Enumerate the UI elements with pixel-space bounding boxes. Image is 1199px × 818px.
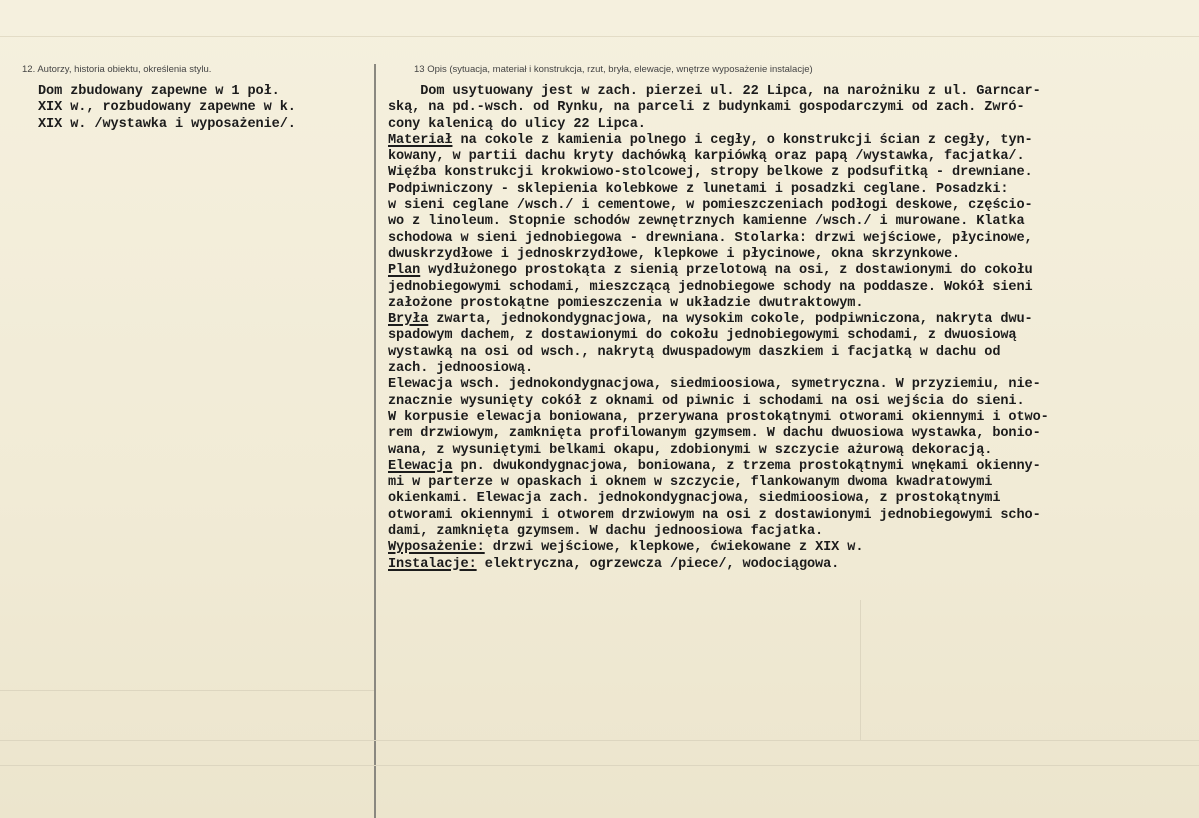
text-line: Dom zbudowany zapewne w 1 poł. [38, 84, 280, 99]
text-line: rem drzwiowym, zamknięta profilowanym gzymsem. W dachu dwuosiowa wystawka, bonio- [388, 426, 1041, 442]
text-line: pn. dwukondygnacjowa, boniowana, z trzema prostokątnymi wnękami okienny- [452, 458, 1041, 474]
heading-instalacje: Instalacje: [388, 556, 477, 572]
heading-bryla: Bryła [388, 312, 429, 328]
section-12-text [38, 84, 296, 133]
text-line: wana, z wysuniętymi belkami okapu, zdobionymi w szczycie ażurową dekoracją. [388, 442, 993, 458]
faint-rule [0, 690, 374, 691]
text-line: XIX w. /wystawka i wyposażenie/. [38, 116, 296, 132]
faint-top-rule [0, 36, 1199, 37]
text-line: wo z linoleum. Stopnie schodów zewnętrznych kamienne /wsch./ i murowane. Klatka [388, 214, 1025, 230]
text-line: kowany, w partii dachu kryty dachówką karpiówką oraz papą /wystawka, facjatka/. [388, 149, 1025, 165]
text-line: okienkami. Elewacja zach. jednokondygnacjowa, siedmioosiowa, z prostokątnymi [388, 491, 1001, 507]
text-line: dami, zamknięta gzymsem. W dachu jednoosiowa facjatka. [388, 524, 824, 540]
text-line: cony kalenicą do ulicy 22 Lipca. [388, 116, 646, 132]
heading-plan: Plan [388, 263, 421, 279]
text-line: jednobiegowymi schodami, mieszczącą jednobiegowe schody na poddasze. Wokół sieni [388, 279, 1033, 295]
text-line: W korpusie elewacja boniowana, przerywana prostokątnymi otworami okiennymi i otwo- [388, 409, 1049, 425]
text-line: otworami okiennymi i otworem drzwiowym na osi z dostawionymi jednobiegowymi scho- [388, 507, 1041, 523]
text-line: spadowym dachem, z dostawionymi do cokołu jednobiegowymi schodami, z dwuosiową [388, 328, 1017, 344]
text-line: XIX w., rozbudowany zapewne w k. [38, 100, 296, 116]
text-line: ską, na pd.-wsch. od Rynku, na parceli z budynkami gospodarczymi od zach. Zwró- [388, 100, 1025, 116]
text-line: wystawką na osi od wsch., nakrytą dwuspadowym daszkiem i facjatką w dachu od [388, 344, 1001, 360]
text-line: na cokole z kamienia polnego i cegły, o konstrukcji ścian z cegły, tyn- [452, 132, 1033, 148]
text-line: Elewacja wsch. jednokondygnacjowa, siedmioosiowa, symetryczna. W przyziemiu, nie- [388, 377, 1041, 393]
heading-elewacja: Elewacja [388, 458, 453, 474]
text-line: dwuskrzydłowe i jednoskrzydłowe, klepkowe i płycinowe, okna skrzynkowe. [388, 246, 961, 262]
heading-material: Materiał [388, 132, 453, 148]
text-line: wydłużonego prostokąta z sienią przelotową na osi, z dostawionymi do cokołu [420, 263, 1033, 279]
text-line: założone prostokątne pomieszczenia w układzie dwutraktowym. [388, 295, 864, 311]
text-line: zach. jednoosiową. [388, 361, 534, 377]
column-divider [374, 64, 376, 818]
text-line: Więźba konstrukcji krokwiowo-stolcowej, stropy belkowe z podsufitką - drewniane. [388, 165, 1033, 181]
text-line: drzwi wejściowe, klepkowe, ćwiekowane z XIX w. [484, 540, 864, 556]
faint-rule [0, 740, 1199, 741]
text-line: Dom usytuowany jest w zach. pierzei ul. 22 Lipca, na narożniku z ul. Garncar- [388, 84, 1041, 99]
section-13-header: 13 Opis (sytuacja, materiał i konstrukcja, rzut, bryła, elewacje, wnętrze wyposażenie instalacje) [414, 64, 813, 75]
text-line: zwarta, jednokondygnacjowa, na wysokim cokole, podpiwniczona, nakryta dwu- [428, 312, 1033, 328]
text-line: elektryczna, ogrzewcza /piece/, wodociągowa. [476, 556, 840, 572]
text-line: znacznie wysunięty cokół z oknami od piwnic i schodami na osi wejścia do sieni. [388, 393, 1025, 409]
heading-wyposazenie: Wyposażenie: [388, 540, 485, 556]
text-line: mi w parterze w opaskach i oknem w szczycie, flankowanym dwoma kwadratowymi [388, 475, 993, 491]
faint-rule [0, 765, 1199, 766]
section-13-text [388, 84, 1049, 573]
section-12-header: 12. Autorzy, historia obiektu, określenia stylu. [22, 64, 212, 75]
text-line: Podpiwniczony - sklepienia kolebkowe z lunetami i posadzki ceglane. Posadzki: [388, 181, 1009, 197]
faint-rule [860, 600, 861, 740]
text-line: w sieni ceglane /wsch./ i cementowe, w pomieszczeniach podłogi deskowe, częścio- [388, 198, 1033, 214]
text-line: schodowa w sieni jednobiegowa - drewniana. Stolarka: drzwi wejściowe, płycinowe, [388, 230, 1033, 246]
